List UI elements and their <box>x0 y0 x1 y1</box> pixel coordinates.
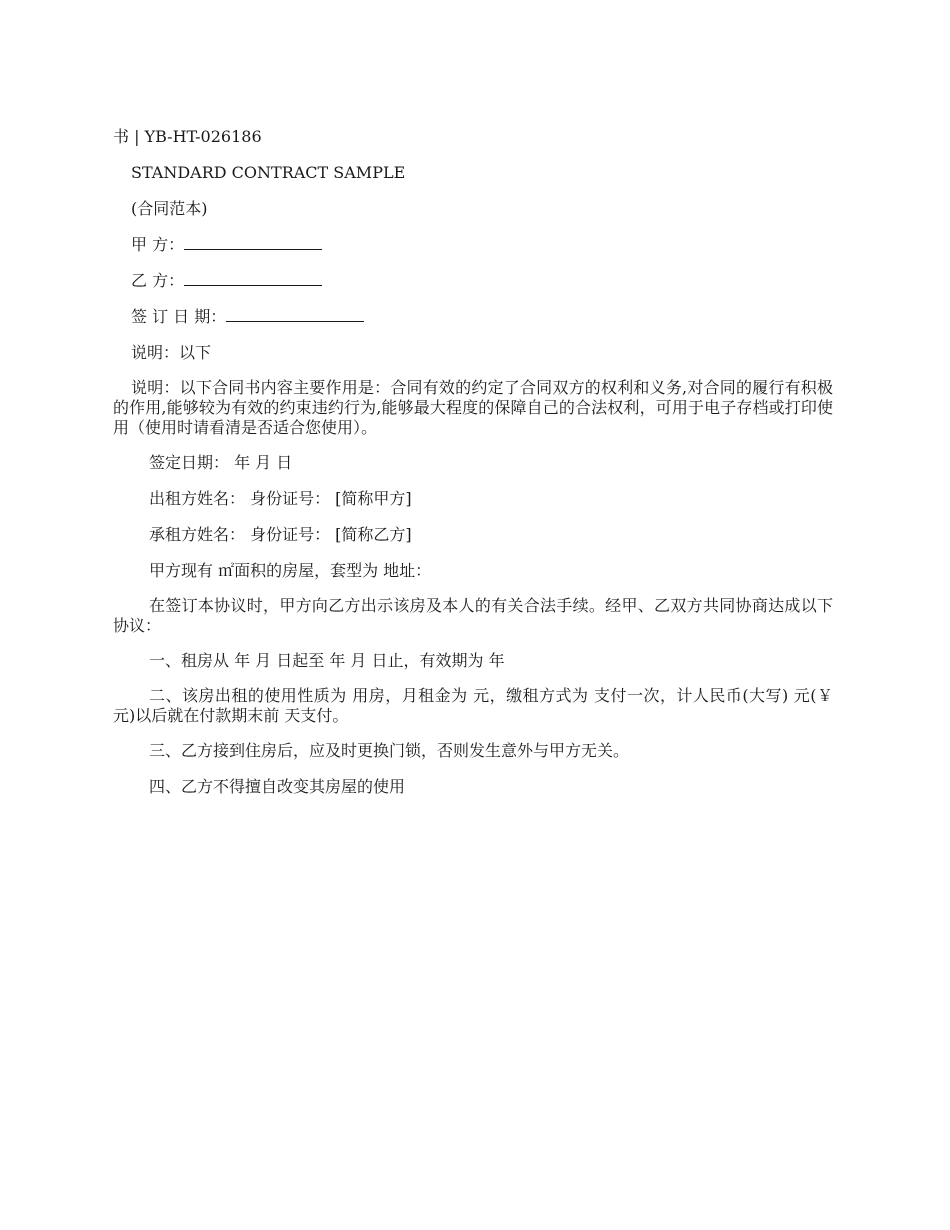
sign-date-field <box>113 306 833 328</box>
title-english: STANDARD CONTRACT SAMPLE <box>131 163 406 182</box>
title-chinese: (合同范本) <box>131 199 208 218</box>
clause-3: 三、乙方接到住房后，应及时更换门锁，否则发生意外与甲方无关。 <box>149 741 630 760</box>
party-b-field <box>113 270 833 292</box>
party-a-field <box>113 234 833 256</box>
sign-date-blank <box>226 307 364 322</box>
note-short: 说明：以下 <box>131 343 212 362</box>
clause-1: 一、租房从 年 月 日起至 年 月 日止，有效期为 年 <box>149 651 505 670</box>
party-b-label: 乙 方： <box>131 271 185 290</box>
party-a-label: 甲 方： <box>131 235 185 254</box>
clause-4: 四、乙方不得擅自改变其房屋的使用 <box>149 777 406 796</box>
note-paragraph: 说明：以下合同书内容主要作用是：合同有效的约定了合同双方的权利和义务,对合同的履行有积极的作用,能够较为有效的约束违约行为,能够最大程度的保障自己的合法权利，可用于电子存档或打印使用（使用时请看清是否适合您使用）。 <box>113 378 833 437</box>
document-page <box>113 126 833 812</box>
signed-date-line: 签定日期： 年 月 日 <box>149 453 293 472</box>
lessee-line: 承租方姓名： 身份证号： [简称乙方] <box>149 525 412 544</box>
sign-date-label: 签 订 日 期： <box>131 307 227 326</box>
intro-paragraph: 在签订本协议时，甲方向乙方出示该房及本人的有关合法手续。经甲、乙双方共同协商达成以下协议： <box>113 596 833 635</box>
lessor-line: 出租方姓名： 身份证号： [简称甲方] <box>149 489 412 508</box>
property-line: 甲方现有 ㎡面积的房屋，套型为 地址： <box>149 561 432 580</box>
document-header: 书 | YB-HT-026186 <box>113 127 262 146</box>
party-b-blank <box>184 271 322 286</box>
party-a-blank <box>184 235 322 250</box>
clause-2: 二、该房出租的使用性质为 用房，月租金为 元，缴租方式为 支付一次，计人民币(大写) 元(￥ 元)以后就在付款期末前 天支付。 <box>113 686 833 725</box>
